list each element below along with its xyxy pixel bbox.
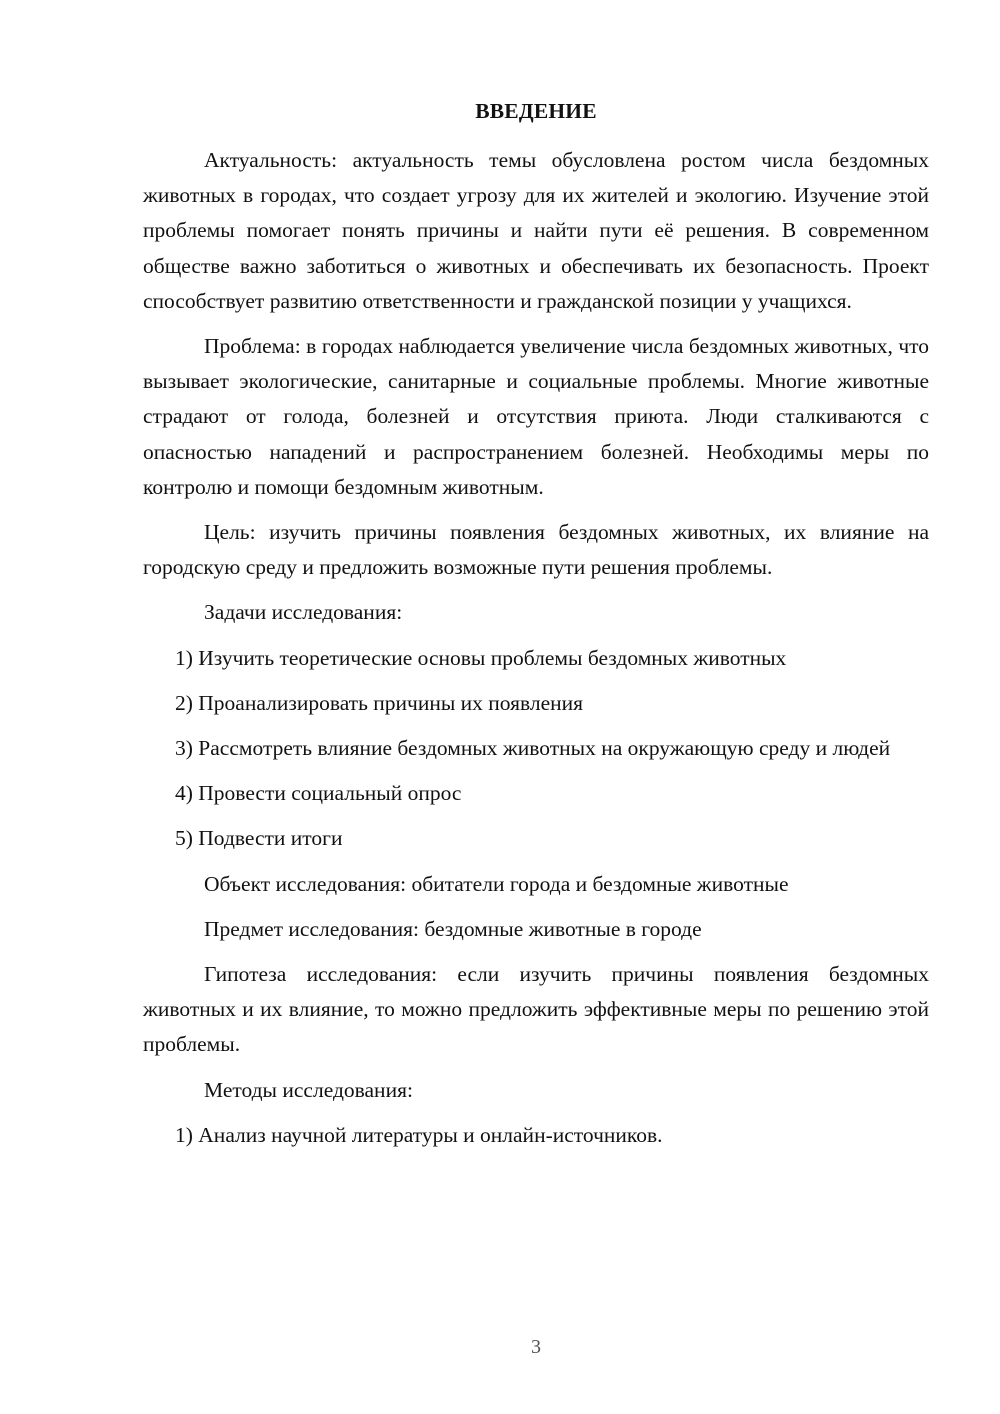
task-item: 3) Рассмотреть влияние бездомных животных на окружающую среду и людей <box>175 736 891 761</box>
relevance-paragraph: Актуальность: актуальность темы обусловлена ростом числа бездомных животных в городах, что создает угрозу для их жителей и экологию. Изучение этой проблемы помогает понять причины и найти пути её решения. В современном обществе важно заботиться о животных и обеспечивать их безопасность. Проект способствует развитию ответственности и гражданской позиции у учащихся. <box>143 148 929 313</box>
problem-paragraph: Проблема: в городах наблюдается увеличение числа бездомных животных, что вызывает экологические, санитарные и социальные проблемы. Многие животные страдают от голода, болезней и отсутствия приюта. Люди сталкиваются с опасностью нападений и распространением болезней. Необходимы меры по контролю и помощи бездомным животным. <box>143 334 929 499</box>
document-body <box>143 143 929 1163</box>
task-item: 4) Провести социальный опрос <box>175 781 462 806</box>
object-line: Объект исследования: обитатели города и бездомные животные <box>204 871 789 896</box>
methods-heading: Методы исследования: <box>204 1077 413 1102</box>
goal-paragraph: Цель: изучить причины появления бездомных животных, их влияние на городскую среду и предложить возможные пути решения проблемы. <box>143 520 929 580</box>
task-item: 2) Проанализировать причины их появления <box>175 690 584 715</box>
tasks-heading: Задачи исследования: <box>204 600 403 625</box>
page-title: ВВЕДЕНИЕ <box>475 99 597 123</box>
task-item: 5) Подвести итоги <box>175 826 343 851</box>
task-item: 1) Изучить теоретические основы проблемы бездомных животных <box>175 645 787 670</box>
subject-line: Предмет исследования: бездомные животные в городе <box>204 916 702 941</box>
method-item: 1) Анализ научной литературы и онлайн-источников. <box>175 1122 663 1147</box>
hypothesis-paragraph: Гипотеза исследования: если изучить причины появления бездомных животных и их влияние, то можно предложить эффективные меры по решению этой проблемы. <box>143 962 929 1057</box>
page-number: 3 <box>531 1336 541 1358</box>
